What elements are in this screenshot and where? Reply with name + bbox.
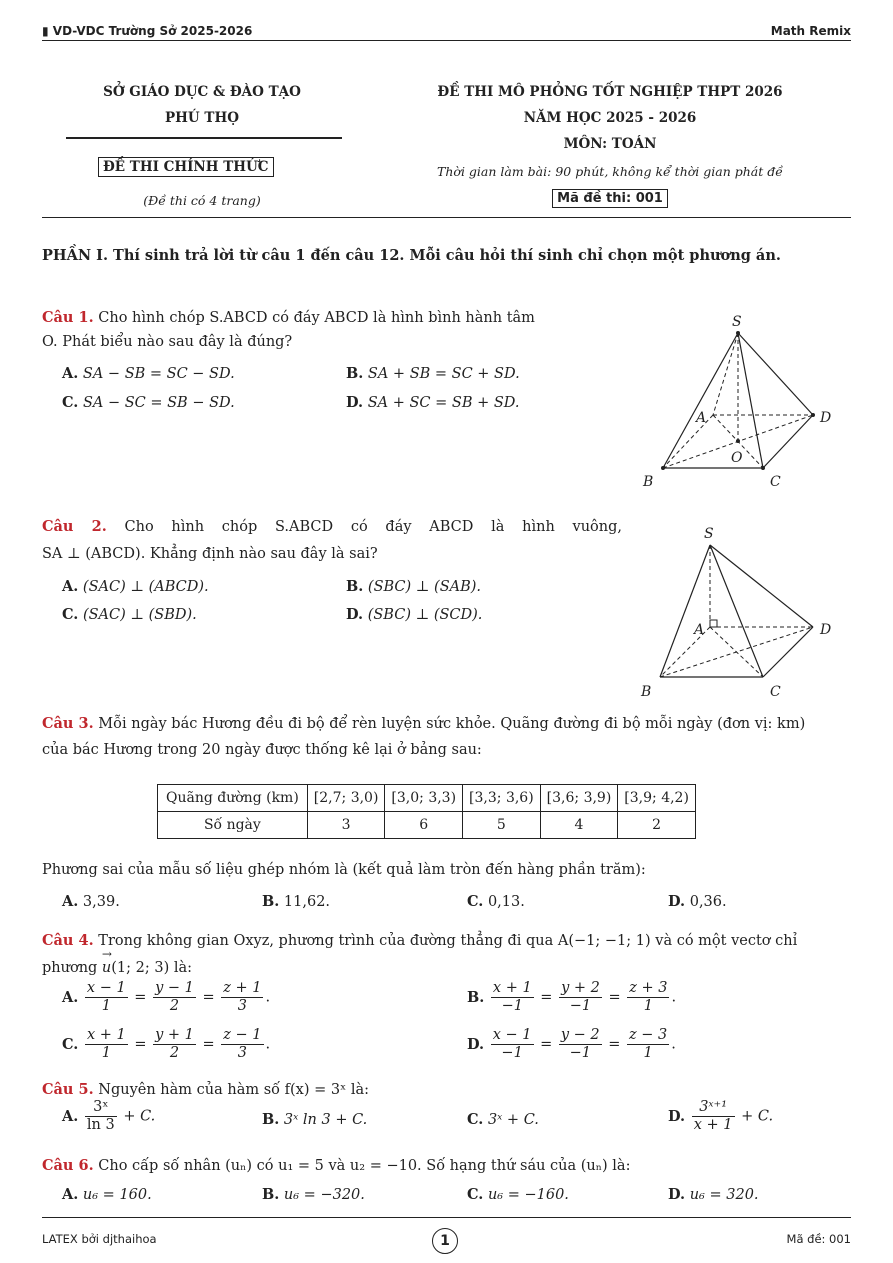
header-right: Math Remix [770,24,851,38]
exam-code: Mã đề thi: 001 [552,189,668,208]
option-text: (SBC) ⊥ (SAB). [367,579,482,595]
vertex-b: B [643,474,654,490]
option-text: (SBC) ⊥ (SCD). [367,607,483,623]
q1-option-c[interactable]: C. SA − SC = SB − SD. [62,394,235,411]
q3-option-d[interactable]: D. 0,36. [668,893,727,910]
q6-option-a[interactable]: A. u₆ = 160. [62,1186,152,1203]
footer-code: Mã đề: 001 [786,1232,851,1246]
option-text: u₆ = −320. [283,1187,365,1203]
q4-option-a[interactable]: A. $\frac{x - 1}{1}$ = $\frac{y - 1}{2}$ = $\frac{z + 1}{3}$ . [62,980,271,1014]
question-3 [42,715,851,732]
dept-line2: PHÚ THỌ [165,110,239,126]
question-text-cont: của bác Hương trong 20 ngày được thống kê lại ở bảng sau: [42,742,482,758]
q1-option-d[interactable]: D. SA + SC = SB + SD. [346,394,520,411]
q5-option-a[interactable]: A. $\frac{\text{3ˣ}}{\ln 3}$ + C. [62,1099,156,1133]
table-cell: [3,6; 3,9) [540,785,618,812]
exam-time: Thời gian làm bài: 90 phút, không kể thời gian phát đề [437,164,783,179]
option-text: u₆ = −160. [487,1187,569,1203]
table-row [158,785,696,812]
book-icon: ▮ [42,24,49,38]
option-text: u₆ = 320. [689,1187,759,1203]
dept-rule [66,137,342,139]
q2-option-d[interactable]: D. (SBC) ⊥ (SCD). [346,606,483,623]
option-text: 0,13. [487,894,525,910]
q6-option-c[interactable]: C. u₆ = −160. [467,1186,569,1203]
question-6 [42,1157,630,1174]
vector-u: → u [102,960,111,976]
q4-option-d[interactable]: D. $\frac{x - 1}{-1}$ = $\frac{y - 2}{-1}$ = $\frac{z - 3}{1}$ . [467,1027,676,1061]
table-cell: 2 [618,812,696,839]
pyramid-figure-1 [630,305,850,495]
option-text: SA + SB = SC + SD. [367,366,520,382]
exam-subject: MÔN: TOÁN [563,136,657,152]
table-cell: [3,3; 3,6) [463,785,541,812]
q5-option-d[interactable]: D. $\frac{\text{3ˣ⁺¹}}{x + 1}$ + C. [668,1099,774,1133]
q3-option-a[interactable]: A. 3,39. [62,893,120,910]
option-text: 0,36. [689,894,727,910]
q4-option-b[interactable]: B. $\frac{x + 1}{-1}$ = $\frac{y + 2}{-1}$ = $\frac{z + 3}{1}$ . [467,980,677,1014]
footer-rule [42,1217,851,1218]
title-rule [42,217,851,218]
table-header: Quãng đường (km) [158,785,308,812]
question-label: Câu 4. [42,932,94,949]
question-1 [42,309,622,326]
vertex-d: D [820,622,832,638]
option-text: SA − SC = SB − SD. [82,395,235,411]
option-text: SA − SB = SC − SD. [82,366,235,382]
table-cell: 4 [540,812,618,839]
header-rule [42,40,851,41]
q1-option-a[interactable]: A. SA − SB = SC − SD. [62,365,235,382]
table-cell: [3,9; 4,2) [618,785,696,812]
q6-option-b[interactable]: B. u₆ = −320. [262,1186,365,1203]
official-badge: ĐỀ THI CHÍNH THỨC [98,157,274,177]
vertex-d: D [820,410,832,426]
question-label: Câu 6. [42,1157,94,1174]
question-label: Câu 2. [42,518,107,535]
q2-option-a[interactable]: A. (SAC) ⊥ (ABCD). [62,578,209,595]
footer-credit: LATEX bởi djthaihoa [42,1232,157,1246]
exam-year: NĂM HỌC 2025 - 2026 [523,110,697,126]
option-text: (SAC) ⊥ (SBD). [82,607,197,623]
table-cell: [3,0; 3,3) [385,785,463,812]
q5-option-c[interactable]: C. 3ˣ + C. [467,1111,539,1128]
option-text: SA + SC = SB + SD. [367,395,520,411]
question-text-cont: phương → u(1; 2; 3) là: [42,960,192,976]
page-count: (Đề thi có 4 trang) [143,193,261,208]
distance-table [157,784,696,839]
question-text: Nguyên hàm của hàm số f(x) = 3ˣ là: [98,1082,370,1098]
vertex-c: C [770,474,781,490]
question-text-cont: O. Phát biểu nào sau đây là đúng? [42,334,293,350]
option-text: u₆ = 160. [82,1187,152,1203]
vertex-s: S [704,526,714,542]
option-text: 3ˣ ln 3 + C. [283,1112,368,1128]
table-cell: 5 [463,812,541,839]
q4-option-c[interactable]: C. $\frac{x + 1}{1}$ = $\frac{y + 1}{2}$ = $\frac{z - 1}{3}$ . [62,1027,271,1061]
question-2 [42,518,622,535]
question-ask: Phương sai của mẫu số liệu ghép nhóm là (kết quả làm tròn đến hàng phần trăm): [42,862,646,878]
vertex-b: B [641,684,652,700]
vertex-a: A [696,410,707,426]
q2-option-c[interactable]: C. (SAC) ⊥ (SBD). [62,606,197,623]
table-cell: 3 [307,812,385,839]
option-text: 11,62. [283,894,331,910]
dept-line1: SỞ GIÁO DỤC & ĐÀO TẠO [103,84,301,100]
table-header: Số ngày [158,812,308,839]
header-title: VD-VDC Trường Sở 2025-2026 [52,24,253,38]
question-5 [42,1081,369,1098]
question-text: Cho hình chóp S.ABCD có đáy ABCD là hình vuông, [124,519,622,535]
option-text: (SAC) ⊥ (ABCD). [82,579,209,595]
vertex-a: A [694,622,705,638]
question-label: Câu 5. [42,1081,94,1098]
header-left [42,24,252,38]
vertex-o: O [731,450,743,466]
page-number: 1 [432,1228,458,1254]
q5-option-b[interactable]: B. 3ˣ ln 3 + C. [262,1111,368,1128]
question-text: Cho hình chóp S.ABCD có đáy ABCD là hình bình hành tâm [98,310,535,326]
q2-option-b[interactable]: B. (SBC) ⊥ (SAB). [346,578,482,595]
question-text-cont: SA ⊥ (ABCD). Khẳng định nào sau đây là sai? [42,546,378,562]
option-text: 3ˣ + C. [487,1112,539,1128]
question-text: Cho cấp số nhân (uₙ) có u₁ = 5 và u₂ = −10. Số hạng thứ sáu của (uₙ) là: [98,1158,631,1174]
pyramid-figure-2 [630,515,850,705]
question-label: Câu 1. [42,309,94,326]
question-4 [42,932,851,949]
question-text: Mỗi ngày bác Hương đều đi bộ để rèn luyện sức khỏe. Quãng đường đi bộ mỗi ngày (đơn vị: km) [98,716,806,732]
table-cell: 6 [385,812,463,839]
vertex-s: S [732,314,742,330]
vertex-c: C [770,684,781,700]
table-row [158,812,696,839]
option-text: 3,39. [82,894,120,910]
exam-title: ĐỀ THI MÔ PHỎNG TỐT NGHIỆP THPT 2026 [437,84,783,100]
q6-option-d[interactable]: D. u₆ = 320. [668,1186,759,1203]
q1-option-b[interactable]: B. SA + SB = SC + SD. [346,365,520,382]
table-cell: [2,7; 3,0) [307,785,385,812]
part1-heading: PHẦN I. Thí sinh trả lời từ câu 1 đến câu 12. Mỗi câu hỏi thí sinh chỉ chọn một phương án. [42,247,781,264]
q3-option-b[interactable]: B. 11,62. [262,893,331,910]
q3-option-c[interactable]: C. 0,13. [467,893,525,910]
question-text: Trong không gian Oxyz, phương trình của đường thẳng đi qua A(−1; −1; 1) và có một vectơ chỉ [98,933,798,949]
question-label: Câu 3. [42,715,94,732]
